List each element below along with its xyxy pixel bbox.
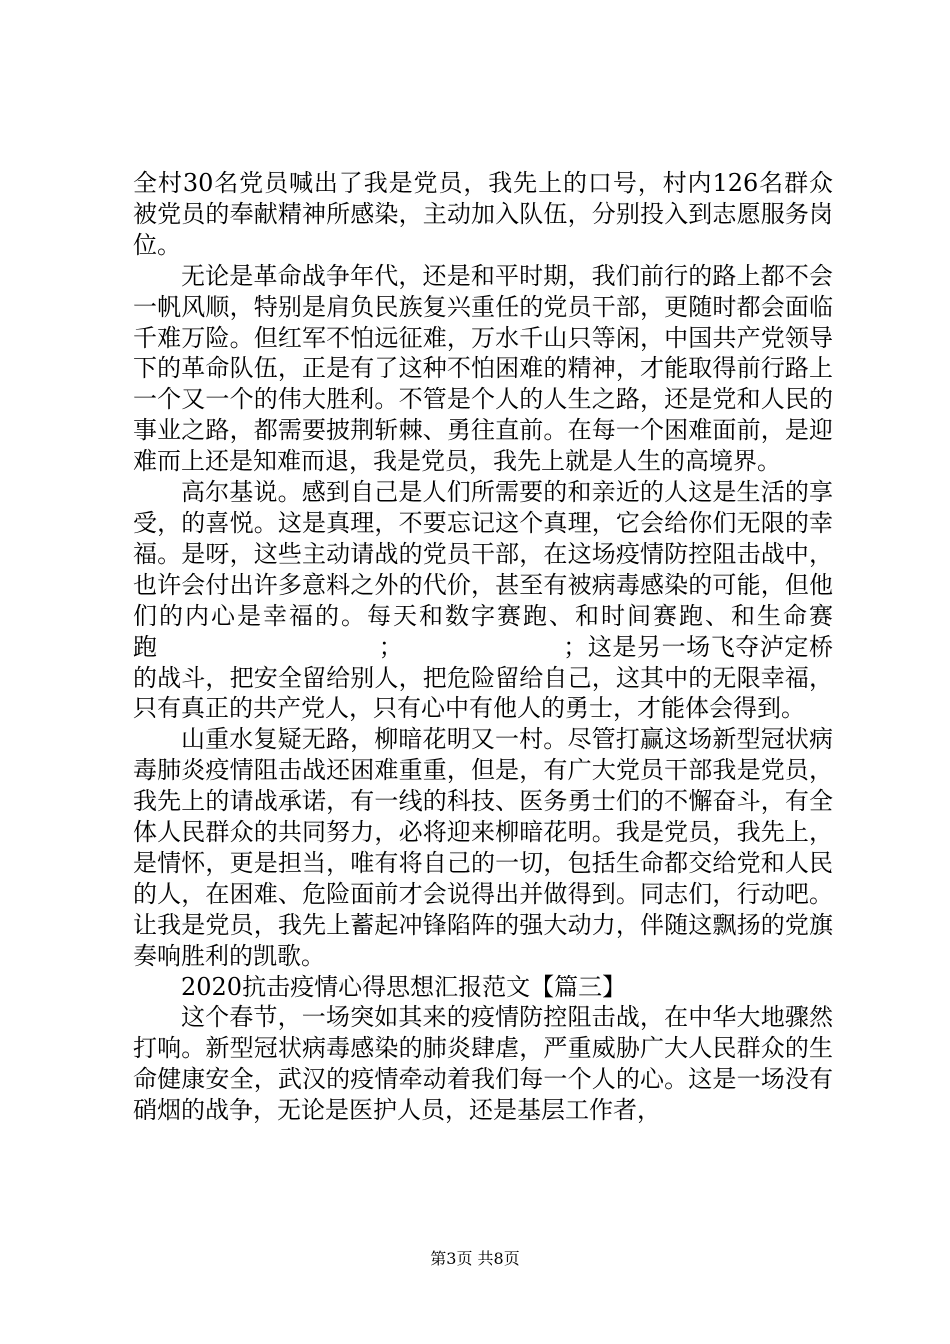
- paragraph: 无论是革命战争年代，还是和平时期，我们前行的路上都不会一帆风顺，特别是肩负民族复兴重任的党员干部，更随时都会面临千难万险。但红军不怕远征难，万水千山只等闲，中国共产党领导下的革命队伍，正是有了这种不怕困难的精神，才能取得前行路上一个又一个的伟大胜利。不管是个人的人生之路，还是党和人民的事业之路，都需要披荆斩棘、勇往直前。在每一个困难面前，是迎难而上还是知难而退，我是党员，我先上就是人生的高境界。: [133, 261, 833, 476]
- paragraph: 高尔基说。感到自己是人们所需要的和亲近的人这是生活的享受，的喜悦。这是真理，不要忘记这个真理，它会给你们无限的幸福。是呀，这些主动请战的党员干部，在这场疫情防控阻击战中，也许会付出许多意料之外的代价，甚至有被病毒感染的可能，但他们的内心是幸福的。每天和数字赛跑、和时间赛跑、和生命赛跑 ； ；这是另一场飞夺泸定桥的战斗，把安全留给别人，把危险留给自己，这其中的无限幸福，只有真正的共产党人，只有心中有他人的勇士，才能体会得到。: [133, 478, 833, 723]
- paragraph: 山重水复疑无路，柳暗花明又一村。尽管打赢这场新型冠状病毒肺炎疫情阻击战还困难重重，但是，有广大党员干部我是党员，我先上的请战承诺，有一线的科技、医务勇士们的不懈奋斗，有全体人民群众的共同努力，必将迎来柳暗花明。我是党员，我先上，是情怀，更是担当，唯有将自己的一切，包括生命都交给党和人民的人，在困难、危险面前才会说得出并做得到。同志们，行动吧。让我是党员，我先上蓄起冲锋陷阵的强大动力，伴随这飘扬的党旗奏响胜利的凯歌。: [133, 725, 833, 970]
- paragraph-continued: 全村30名党员喊出了我是党员，我先上的口号，村内126名群众被党员的奉献精神所感染，主动加入队伍，分别投入到志愿服务岗位。: [133, 169, 833, 259]
- page-number-footer: 第3页 共8页: [430, 1249, 520, 1268]
- section-heading: 2020抗击疫情心得思想汇报范文【篇三】: [181, 972, 627, 1001]
- paragraph: 这个春节，一场突如其来的疫情防控阻击战，在中华大地骤然打响。新型冠状病毒感染的肺炎肆虐，严重威胁广大人民群众的生命健康安全，武汉的疫情牵动着我们每一个人的心。这是一场没有硝烟的战争，无论是医护人员，还是基层工作者，: [133, 1003, 833, 1125]
- document-body: [133, 168, 833, 1126]
